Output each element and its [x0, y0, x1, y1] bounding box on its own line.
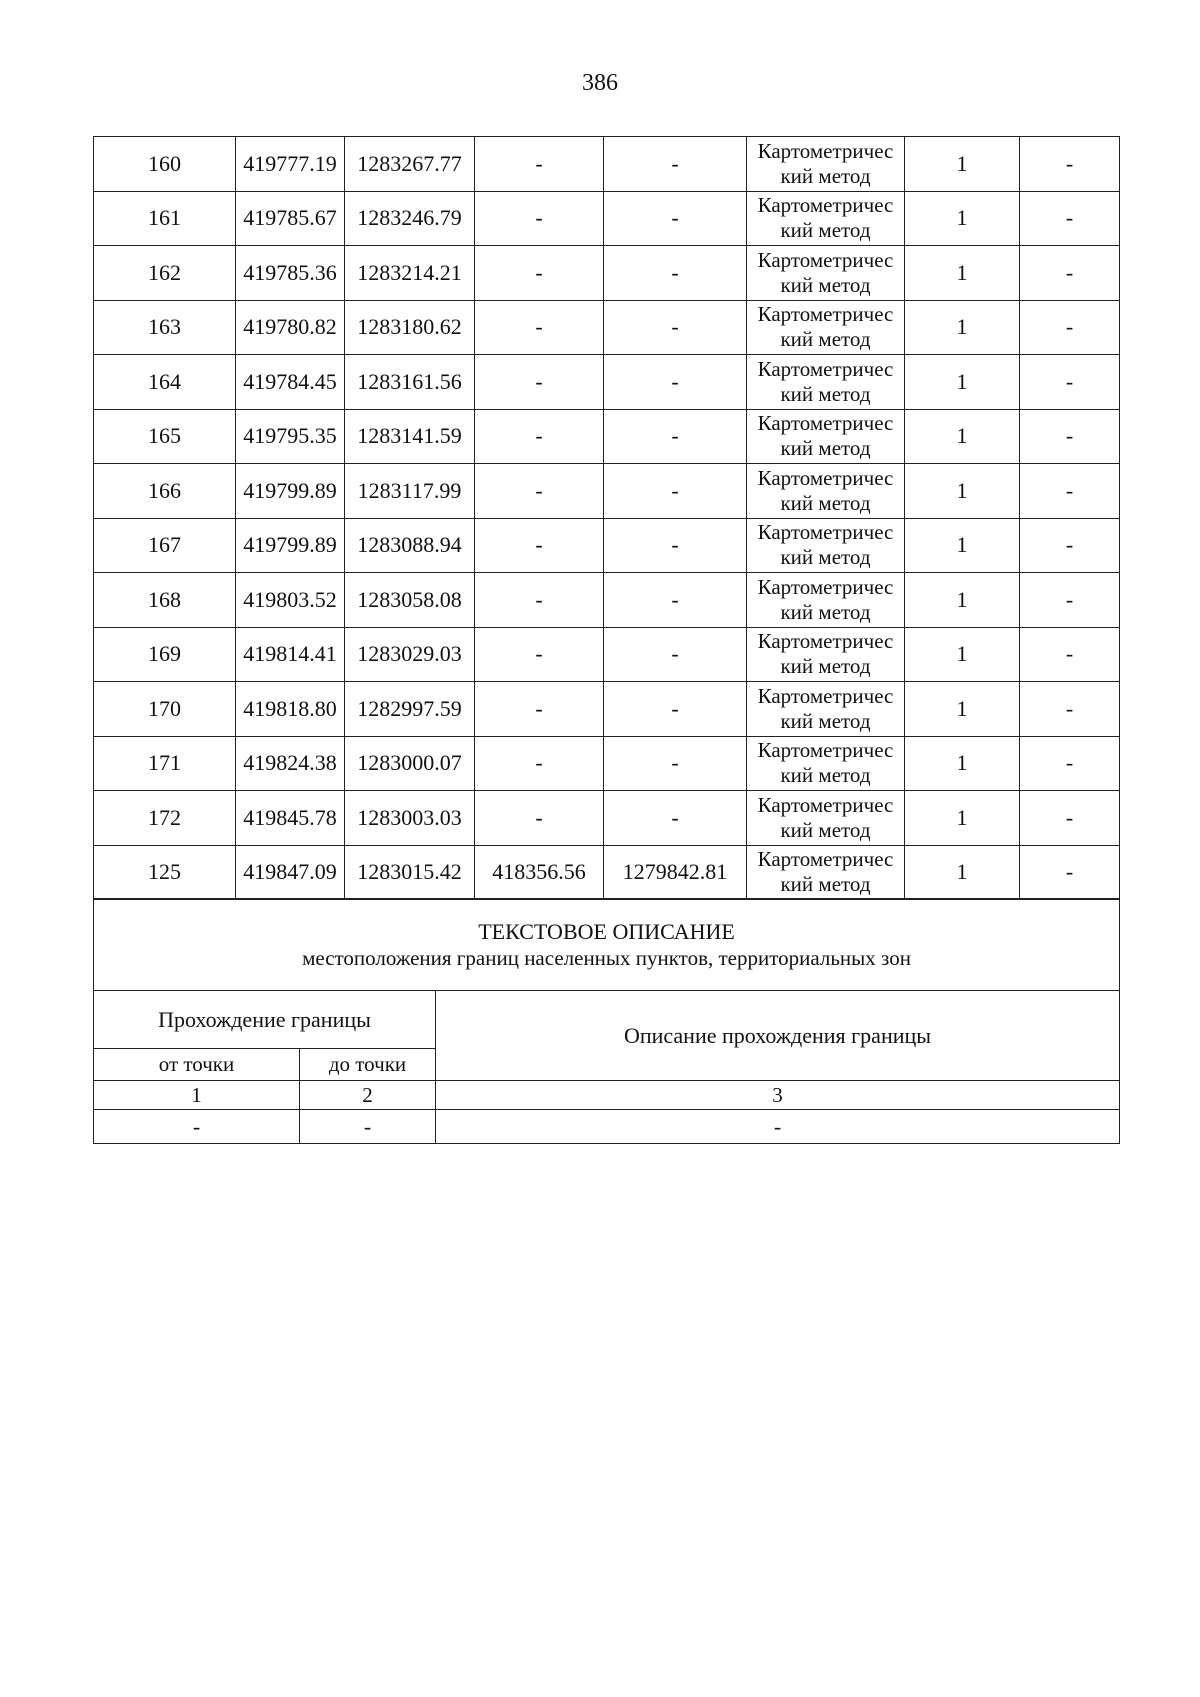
point-number-cell: 168 — [94, 573, 236, 628]
description-cell: - — [1020, 791, 1120, 846]
method-cell — [747, 137, 905, 192]
description-title: ТЕКСТОВОЕ ОПИСАНИЕ — [478, 918, 735, 944]
prev-x-cell: - — [475, 300, 604, 355]
prev-x-cell: 418356.56 — [475, 845, 604, 900]
coord-x-cell: 419818.80 — [236, 682, 345, 737]
description-cell: - — [1020, 464, 1120, 519]
method-line: кий метод — [780, 490, 871, 515]
description-cell: - — [1020, 682, 1120, 737]
method-line: Картометричес — [757, 138, 894, 163]
method-line: кий метод — [780, 599, 871, 624]
description-subtitle: местоположения границ населенных пунктов, территориальных зон — [302, 945, 911, 970]
prev-x-cell: - — [475, 682, 604, 737]
method-line: Картометричес — [757, 302, 894, 327]
method-cell — [747, 191, 905, 246]
coordinates-table — [93, 136, 1120, 900]
method-line: кий метод — [780, 763, 871, 788]
column-number-3: 3 — [436, 1081, 1120, 1110]
accuracy-cell: 1 — [905, 573, 1020, 628]
accuracy-cell: 1 — [905, 409, 1020, 464]
accuracy-cell: 1 — [905, 355, 1020, 410]
prev-y-cell: - — [604, 300, 747, 355]
accuracy-cell: 1 — [905, 845, 1020, 900]
text-description-table — [93, 898, 1120, 1144]
description-cell: - — [1020, 246, 1120, 301]
point-number-cell: 170 — [94, 682, 236, 737]
coord-y-cell: 1283214.21 — [345, 246, 475, 301]
description-cell: - — [1020, 137, 1120, 192]
point-number-cell: 166 — [94, 464, 236, 519]
description-cell: - — [1020, 518, 1120, 573]
prev-y-cell: - — [604, 355, 747, 410]
method-line: Картометричес — [757, 411, 894, 436]
coordinates-table-body — [94, 137, 1120, 900]
description-cell: - — [1020, 300, 1120, 355]
method-line: Картометричес — [757, 792, 894, 817]
point-number-cell: 164 — [94, 355, 236, 410]
method-line: Картометричес — [757, 574, 894, 599]
prev-x-cell: - — [475, 518, 604, 573]
point-number-cell: 169 — [94, 627, 236, 682]
method-line: кий метод — [780, 817, 871, 842]
table-row — [94, 137, 1120, 192]
method-line: кий метод — [780, 163, 871, 188]
column-number-2: 2 — [300, 1081, 436, 1110]
description-cell: - — [1020, 736, 1120, 791]
table-row — [94, 627, 1120, 682]
accuracy-cell: 1 — [905, 300, 1020, 355]
prev-x-cell: - — [475, 464, 604, 519]
prev-y-cell: - — [604, 464, 747, 519]
method-cell — [747, 355, 905, 410]
method-line: кий метод — [780, 436, 871, 461]
coord-x-cell: 419784.45 — [236, 355, 345, 410]
method-line: Картометричес — [757, 683, 894, 708]
accuracy-cell: 1 — [905, 137, 1020, 192]
method-cell — [747, 246, 905, 301]
point-number-cell: 167 — [94, 518, 236, 573]
prev-y-cell: - — [604, 518, 747, 573]
coord-x-cell: 419780.82 — [236, 300, 345, 355]
method-line: Картометричес — [757, 847, 894, 872]
description-header: Описание прохождения границы — [436, 991, 1120, 1081]
prev-x-cell: - — [475, 137, 604, 192]
point-number-cell: 165 — [94, 409, 236, 464]
prev-x-cell: - — [475, 573, 604, 628]
coord-x-cell: 419845.78 — [236, 791, 345, 846]
table-row — [94, 246, 1120, 301]
prev-y-cell: - — [604, 137, 747, 192]
method-line: Картометричес — [757, 738, 894, 763]
to-point-header: до точки — [300, 1049, 436, 1081]
method-cell — [747, 300, 905, 355]
coord-x-cell: 419777.19 — [236, 137, 345, 192]
coord-x-cell: 419799.89 — [236, 518, 345, 573]
description-value-3: - — [436, 1110, 1120, 1144]
description-heading-cell — [94, 899, 1120, 991]
prev-y-cell: - — [604, 409, 747, 464]
description-cell: - — [1020, 191, 1120, 246]
coord-x-cell: 419799.89 — [236, 464, 345, 519]
table-row — [94, 736, 1120, 791]
method-line: Картометричес — [757, 356, 894, 381]
coord-x-cell: 419824.38 — [236, 736, 345, 791]
prev-y-cell: 1279842.81 — [604, 845, 747, 900]
table-row — [94, 791, 1120, 846]
description-cell: - — [1020, 355, 1120, 410]
coord-y-cell: 1283180.62 — [345, 300, 475, 355]
accuracy-cell: 1 — [905, 464, 1020, 519]
method-line: кий метод — [780, 272, 871, 297]
coord-y-cell: 1283000.07 — [345, 736, 475, 791]
prev-x-cell: - — [475, 736, 604, 791]
method-cell — [747, 518, 905, 573]
coord-x-cell: 419785.36 — [236, 246, 345, 301]
coord-y-cell: 1283088.94 — [345, 518, 475, 573]
method-line: Картометричес — [757, 465, 894, 490]
method-cell — [747, 627, 905, 682]
coord-x-cell: 419785.67 — [236, 191, 345, 246]
coord-y-cell: 1283117.99 — [345, 464, 475, 519]
description-value-1: - — [94, 1110, 300, 1144]
table-row — [94, 191, 1120, 246]
description-cell: - — [1020, 409, 1120, 464]
accuracy-cell: 1 — [905, 791, 1020, 846]
point-number-cell: 162 — [94, 246, 236, 301]
column-number-1: 1 — [94, 1081, 300, 1110]
accuracy-cell: 1 — [905, 736, 1020, 791]
table-row — [94, 682, 1120, 737]
prev-y-cell: - — [604, 736, 747, 791]
method-line: кий метод — [780, 545, 871, 570]
method-line: кий метод — [780, 654, 871, 679]
coord-y-cell: 1283141.59 — [345, 409, 475, 464]
method-line: Картометричес — [757, 247, 894, 272]
accuracy-cell: 1 — [905, 627, 1020, 682]
table-row — [94, 518, 1120, 573]
point-number-cell: 160 — [94, 137, 236, 192]
prev-y-cell: - — [604, 791, 747, 846]
method-line: Картометричес — [757, 629, 894, 654]
prev-x-cell: - — [475, 409, 604, 464]
coord-x-cell: 419814.41 — [236, 627, 345, 682]
accuracy-cell: 1 — [905, 246, 1020, 301]
prev-x-cell: - — [475, 355, 604, 410]
prev-y-cell: - — [604, 191, 747, 246]
accuracy-cell: 1 — [905, 191, 1020, 246]
coord-y-cell: 1283029.03 — [345, 627, 475, 682]
method-line: Картометричес — [757, 193, 894, 218]
page-number: 386 — [582, 70, 618, 96]
table-row — [94, 573, 1120, 628]
method-line: кий метод — [780, 327, 871, 352]
passage-header: Прохождение границы — [94, 991, 436, 1049]
description-value-2: - — [300, 1110, 436, 1144]
point-number-cell: 172 — [94, 791, 236, 846]
point-number-cell: 125 — [94, 845, 236, 900]
coord-y-cell: 1283015.42 — [345, 845, 475, 900]
coord-y-cell: 1283003.03 — [345, 791, 475, 846]
coord-x-cell: 419795.35 — [236, 409, 345, 464]
prev-y-cell: - — [604, 573, 747, 628]
table-row — [94, 300, 1120, 355]
coord-x-cell: 419803.52 — [236, 573, 345, 628]
method-line: Картометричес — [757, 520, 894, 545]
method-line: кий метод — [780, 218, 871, 243]
method-line: кий метод — [780, 708, 871, 733]
method-cell — [747, 464, 905, 519]
prev-x-cell: - — [475, 791, 604, 846]
description-cell: - — [1020, 573, 1120, 628]
method-line: кий метод — [780, 872, 871, 897]
table-row — [94, 845, 1120, 900]
table-row — [94, 409, 1120, 464]
description-cell: - — [1020, 627, 1120, 682]
accuracy-cell: 1 — [905, 518, 1020, 573]
point-number-cell: 171 — [94, 736, 236, 791]
from-point-header: от точки — [94, 1049, 300, 1081]
coord-y-cell: 1283246.79 — [345, 191, 475, 246]
method-cell — [747, 845, 905, 900]
method-cell — [747, 736, 905, 791]
table-row — [94, 464, 1120, 519]
point-number-cell: 163 — [94, 300, 236, 355]
method-cell — [747, 682, 905, 737]
coord-y-cell: 1282997.59 — [345, 682, 475, 737]
prev-x-cell: - — [475, 191, 604, 246]
method-cell — [747, 573, 905, 628]
coord-y-cell: 1283267.77 — [345, 137, 475, 192]
prev-y-cell: - — [604, 682, 747, 737]
table-row — [94, 355, 1120, 410]
accuracy-cell: 1 — [905, 682, 1020, 737]
coord-x-cell: 419847.09 — [236, 845, 345, 900]
method-cell — [747, 791, 905, 846]
prev-y-cell: - — [604, 627, 747, 682]
prev-y-cell: - — [604, 246, 747, 301]
description-cell: - — [1020, 845, 1120, 900]
coord-y-cell: 1283058.08 — [345, 573, 475, 628]
prev-x-cell: - — [475, 627, 604, 682]
coord-y-cell: 1283161.56 — [345, 355, 475, 410]
method-cell — [747, 409, 905, 464]
point-number-cell: 161 — [94, 191, 236, 246]
method-line: кий метод — [780, 381, 871, 406]
prev-x-cell: - — [475, 246, 604, 301]
